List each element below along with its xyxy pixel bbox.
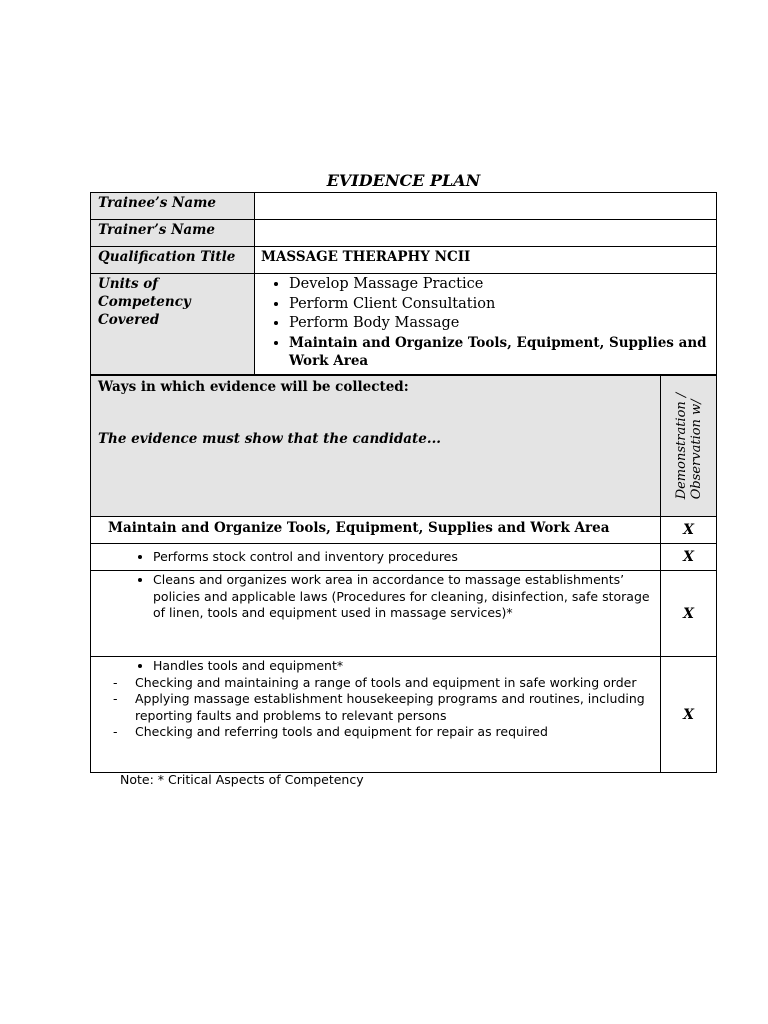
unit-item: • Perform Client Consultation — [289, 295, 710, 315]
evidence-item-mark: X — [661, 657, 717, 773]
qualification-title-value: MASSAGE THERAPHY NCII — [255, 247, 717, 274]
units-label-line: Units of — [98, 276, 159, 292]
evidence-table — [90, 375, 717, 773]
evidence-item-mark: X — [661, 544, 717, 571]
units-label — [91, 274, 255, 375]
sub-item: - Applying massage establishment housekeeping programs and routines, including reporting faults and problems to relevant persons — [113, 691, 660, 724]
qualification-row — [91, 247, 717, 274]
section-title: Maintain and Organize Tools, Equipment, Supplies and Work Area — [91, 517, 661, 544]
trainee-name-label: Trainee’s Name — [91, 193, 255, 220]
evidence-item-text — [135, 658, 660, 741]
sub-item: - Checking and maintaining a range of tools and equipment in safe working order — [113, 675, 660, 692]
candidate-statement: The evidence must show that the candidate... — [98, 431, 441, 447]
unit-item: • Perform Body Massage — [289, 314, 710, 334]
evidence-item-mark: X — [661, 571, 717, 657]
method-header-cell — [661, 376, 717, 517]
evidence-item-heading: Handles tools and equipment* — [153, 658, 344, 673]
method-header — [674, 393, 704, 500]
evidence-item — [91, 571, 661, 657]
evidence-header-row — [91, 376, 717, 517]
sub-item-list — [113, 675, 660, 741]
unit-item: • Maintain and Organize Tools, Equipment, Supplies and Work Area — [289, 334, 710, 370]
units-label-line: Covered — [98, 312, 160, 328]
qualification-title-label: Qualification Title — [91, 247, 255, 274]
footnote: Note: * Critical Aspects of Competency — [120, 772, 364, 787]
method-header-line: Observation w/ — [688, 399, 704, 500]
trainee-name-field[interactable] — [255, 193, 717, 220]
evidence-item-row — [91, 544, 717, 571]
units-list-cell — [255, 274, 717, 375]
sub-item: - Checking and referring tools and equipment for repair as required — [113, 724, 660, 741]
section-mark: X — [661, 517, 717, 544]
trainer-name-label: Trainer’s Name — [91, 220, 255, 247]
evidence-item-row — [91, 571, 717, 657]
trainer-name-field[interactable] — [255, 220, 717, 247]
evidence-item-text: • Cleans and organizes work area in accordance to massage establishments’ policies and applicable laws (Procedures for cleaning, disinfection, safe storage of linen, tools and equipment used in massage services)* — [153, 572, 660, 622]
evidence-item — [91, 544, 661, 571]
units-row — [91, 274, 717, 375]
ways-cell — [91, 376, 661, 517]
document-title: EVIDENCE PLAN — [326, 171, 481, 190]
units-list — [261, 275, 710, 370]
ways-heading: Ways in which evidence will be collected: — [98, 379, 409, 395]
section-row — [91, 517, 717, 544]
unit-item: • Develop Massage Practice — [289, 275, 710, 295]
evidence-item-text: • Performs stock control and inventory procedures — [153, 549, 660, 566]
header-table — [90, 192, 717, 375]
trainee-row — [91, 193, 717, 220]
method-header-line: Demonstration / — [673, 392, 689, 500]
trainer-row — [91, 220, 717, 247]
evidence-item-row — [91, 657, 717, 773]
evidence-item — [91, 657, 661, 773]
units-label-line: Competency — [98, 294, 191, 310]
